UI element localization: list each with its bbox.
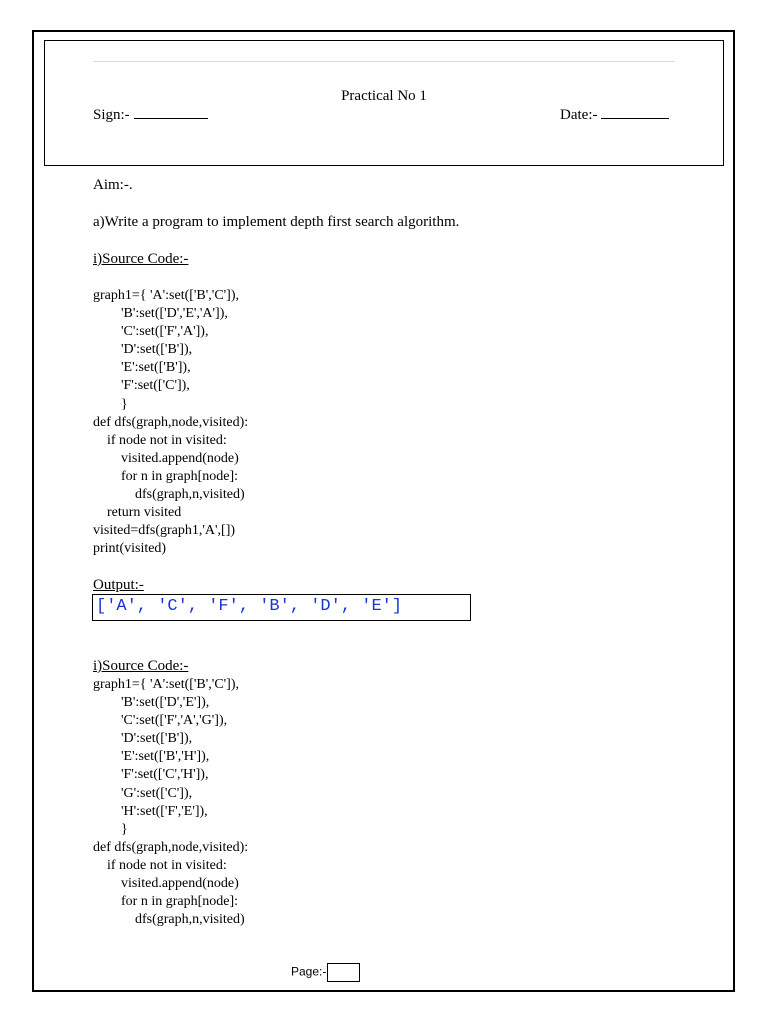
code-line: graph1={ 'A':set(['B','C']), (93, 677, 240, 692)
code-line: for n in graph[node]: (93, 894, 239, 910)
page-footer (291, 963, 360, 982)
header-rule (93, 61, 675, 62)
practical-title: Practical No 1 (341, 88, 427, 104)
aim-label: Aim:-. (93, 177, 133, 193)
code-line: for n in graph[node]: (93, 468, 239, 484)
code-line: 'B':set(['D','E','A']), (93, 306, 228, 322)
code-line: 'D':set(['B']), (93, 342, 193, 358)
code-line: 'D':set(['B']), (93, 731, 193, 747)
code-line: 'F':set(['C']), (93, 378, 190, 394)
code-line: def dfs(graph,node,visited): (93, 414, 249, 430)
code-line: visited.append(node) (93, 876, 239, 892)
source-heading-1: i)Source Code:- (93, 251, 189, 267)
question-text: a)Write a program to implement depth first search algorithm. (93, 214, 460, 230)
sign-blank (134, 106, 208, 119)
page-label: Page:- (291, 964, 327, 979)
output-heading: Output:- (93, 577, 144, 593)
code-line: visited=dfs(graph1,'A',[]) (93, 523, 236, 539)
source-code-1 (93, 287, 248, 558)
sign-label: Sign:- (93, 107, 130, 123)
code-line: if node not in visited: (93, 857, 227, 873)
code-line: if node not in visited: (93, 432, 227, 448)
code-line: } (93, 396, 128, 412)
code-line: 'G':set(['C']), (93, 785, 193, 801)
code-line: dfs(graph,n,visited) (93, 487, 245, 503)
code-line: 'F':set(['C','H']), (93, 767, 209, 783)
date-blank (601, 106, 669, 119)
date-label: Date:- (560, 107, 598, 123)
code-line: 'C':set(['F','A','G']), (93, 713, 228, 729)
page-number-box (327, 963, 360, 982)
code-line: 'B':set(['D','E']), (93, 695, 210, 711)
code-line: dfs(graph,n,visited) (93, 912, 245, 928)
code-line: 'H':set(['F','E']), (93, 803, 208, 819)
code-line: graph1={ 'A':set(['B','C']), (93, 288, 240, 303)
code-line: 'E':set(['B']), (93, 360, 191, 376)
code-line: 'C':set(['F','A']), (93, 324, 209, 340)
code-line: print(visited) (93, 541, 167, 557)
output-box: ['A', 'C', 'F', 'B', 'D', 'E'] (92, 594, 471, 621)
code-line: visited.append(node) (93, 450, 239, 466)
code-line: def dfs(graph,node,visited): (93, 839, 249, 855)
source-heading-2: i)Source Code:- (93, 658, 189, 674)
date-field (560, 106, 669, 124)
code-line: return visited (93, 505, 182, 521)
code-line: 'E':set(['B','H']), (93, 749, 210, 765)
sign-field (93, 106, 208, 124)
code-line: } (93, 821, 128, 837)
source-code-2 (93, 676, 248, 929)
